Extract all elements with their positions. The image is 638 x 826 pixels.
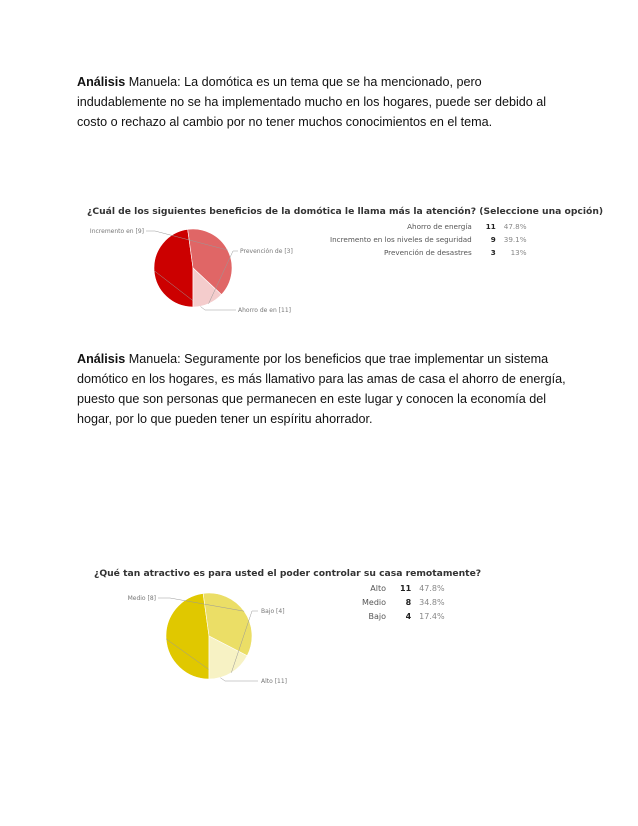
legend-percent: 13% <box>510 248 527 257</box>
legend-label: Prevención de desastres <box>383 248 472 257</box>
legend-count: 3 <box>490 248 496 257</box>
pie-slice <box>166 593 209 679</box>
analysis-text: Manuela: La domótica es un tema que se ha mencionado, pero indudablemente no se ha implementado mucho en los hogares, puede ser debido al costo o rechazo al cambio por no tener muchos conocimientos en el tema. <box>77 75 547 129</box>
legend-count: 11 <box>400 584 412 593</box>
legend-label: Alto <box>370 584 387 593</box>
slice-label: Ahorro de en [11] <box>238 307 291 314</box>
legend-percent: 34.8% <box>419 598 445 607</box>
slice-label: Prevención de [3] <box>240 248 293 255</box>
legend-percent: 47.8% <box>503 222 527 231</box>
legend-percent: 47.8% <box>419 584 445 593</box>
legend-percent: 17.4% <box>419 612 445 621</box>
slice-label: Alto [11] <box>261 678 288 685</box>
slice-label: Medio [8] <box>127 595 156 602</box>
analysis-text: Manuela: Seguramente por los beneficios que trae implementar un sistema domótico en los hogares, es más llamativo para las amas de casa el ahorro de energía, puesto que son personas que permanecen en este lugar y conocen la economía del hogar, por lo que pueden tener un espíritu ahorrador. <box>77 352 566 426</box>
chart-2-title: ¿Qué tan atractivo es para usted el poder controlar su casa remotamente? <box>94 568 482 579</box>
slice-label: Bajo [4] <box>261 608 285 615</box>
slice-label: Incremento en [9] <box>89 228 144 235</box>
legend-label: Medio <box>362 598 387 607</box>
chart-1-title: ¿Cuál de los siguientes beneficios de la domótica le llama más la atención? (Seleccione una opción) <box>87 206 604 217</box>
legend-percent: 39.1% <box>503 235 527 244</box>
legend-label: Ahorro de energía <box>407 222 472 231</box>
legend-count: 4 <box>405 612 412 621</box>
legend-count: 9 <box>490 235 496 244</box>
analysis-lead: Análisis <box>77 352 126 366</box>
analysis-lead: Análisis <box>77 75 126 89</box>
legend-count: 8 <box>405 598 412 607</box>
legend-count: 11 <box>485 222 496 231</box>
legend-label: Bajo <box>368 612 387 621</box>
legend-label: Incremento en los niveles de seguridad <box>330 235 472 244</box>
